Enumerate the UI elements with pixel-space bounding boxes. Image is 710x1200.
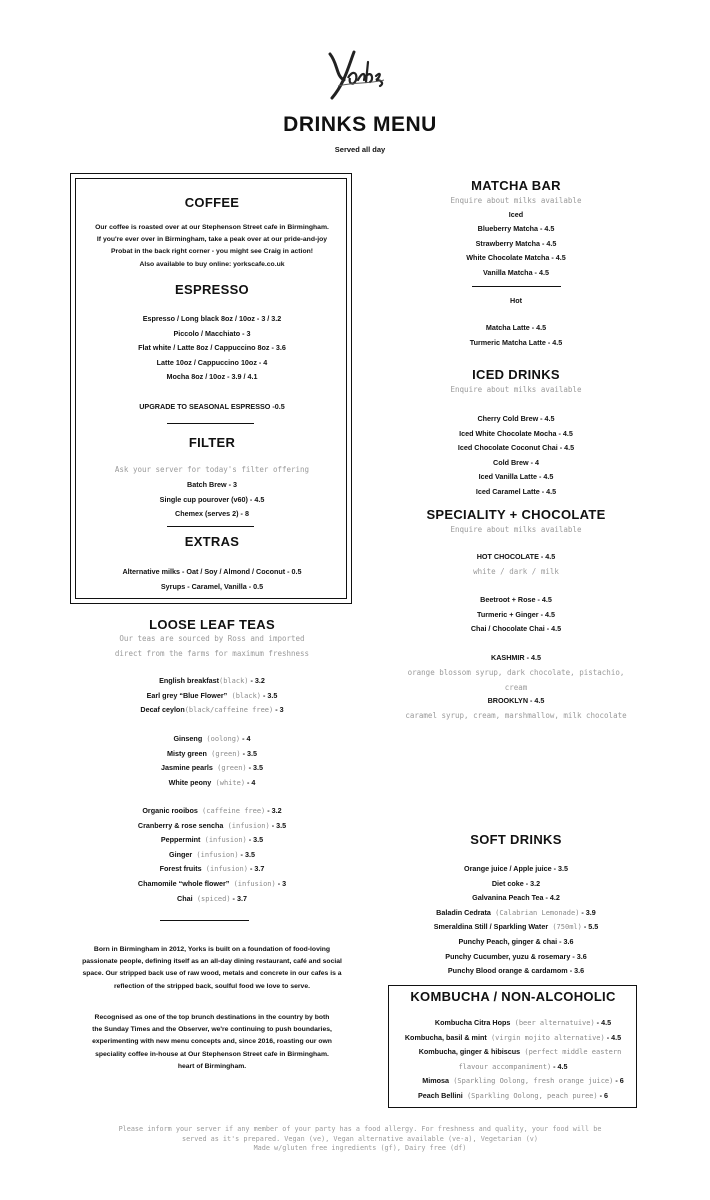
menu-item: Beetroot + Rose - 4.5	[480, 595, 552, 604]
menu-item: Chai (spiced) - 3.7	[177, 893, 247, 903]
soft-drinks-list	[380, 862, 652, 979]
divider	[167, 526, 254, 527]
menu-item: Earl grey “Blue Flower” (black) - 3.5	[146, 690, 278, 700]
matcha-heading: MATCHA BAR	[471, 178, 561, 193]
iced-drinks-heading: ICED DRINKS	[472, 367, 560, 382]
matcha-hot-label: Hot	[510, 296, 522, 305]
menu-item: White peony (white) - 4	[168, 777, 256, 787]
about-paragraph-2: Recognised as one of the top brunch destinations in the country by both the Sunday Times and the Observer, we're continuing to push boundaries, experimenting with new menu concepts and, since 2016, roasting our own speciality coffee in-house at Our Stephenson Street cafe in Birmingham. heart of Birmingham.	[92, 1014, 332, 1070]
yorks-logo	[318, 50, 398, 102]
espresso-upgrade: UPGRADE TO SEASONAL ESPRESSO -0.5	[139, 402, 285, 411]
menu-item: Iced Caramel Latte - 4.5	[475, 486, 557, 496]
about-paragraph-1: Born in Birmingham in 2012, Yorks is built on a foundation of food-loving passionate people, defining itself as an all-day dining restaurant, café and social space. Our stripped back use of raw wood, metals and concrete in our cafes is a reflection of the stripped back, soulful food we love to serve.	[82, 946, 342, 990]
menu-item: Kombucha, basil & mint (virgin mojito alternative) - 4.5	[404, 1032, 622, 1042]
menu-item: Cranberry & rose sencha (infusion) - 3.5	[137, 820, 287, 830]
menu-item: Matcha Latte - 4.5	[485, 323, 547, 332]
menu-item: Peach Bellini (Sparkling Oolong, peach puree) - 6	[418, 1090, 608, 1100]
menu-item: Decaf ceylon(black/caffeine free) - 3	[140, 705, 284, 715]
menu-item: Latte 10oz / Cappuccino 10oz - 4	[156, 357, 268, 367]
menu-item: Vanilla Matcha - 4.5	[483, 267, 549, 277]
espresso-heading: ESPRESSO	[175, 282, 249, 297]
menu-item: Alternative milks - Oat / Soy / Almond / Coconut - 0.5	[122, 567, 302, 576]
espresso-list	[72, 312, 352, 385]
divider	[472, 286, 561, 287]
filter-note: Ask your server for today's filter offering	[114, 465, 310, 474]
iced-drinks-note: Enquire about milks available	[450, 385, 582, 394]
menu-item: Chemex (serves 2) - 8	[175, 509, 249, 519]
kombucha-list	[388, 1016, 638, 1104]
menu-item: HOT CHOCOLATE - 4.5	[476, 552, 556, 561]
speciality-heading: SPECIALITY + CHOCOLATE	[426, 507, 606, 522]
menu-item: Flat white / Latte 8oz / Cappuccino 8oz - 3.6	[138, 343, 286, 353]
menu-item: Forest fruits (infusion) - 3.7	[159, 864, 265, 874]
menu-item: Strawberry Matcha - 4.5	[475, 238, 557, 248]
menu-item: White Chocolate Matcha - 4.5	[466, 253, 566, 263]
matcha-hot-list	[380, 321, 652, 350]
menu-item: Piccolo / Macchiato - 3	[173, 328, 251, 338]
menu-item: Punchy Cucumber, yuzu & rosemary - 3.6	[445, 951, 587, 961]
coffee-heading: COFFEE	[184, 195, 240, 210]
filter-list	[72, 478, 352, 522]
menu-item: Jasmine pearls (green) - 3.5	[160, 763, 264, 773]
menu-item: Espresso / Long black 8oz / 10oz - 3 / 3.2	[142, 314, 282, 323]
menu-item: Misty green (green) - 3.5	[166, 748, 258, 758]
teas-heading: LOOSE LEAF TEAS	[149, 617, 275, 632]
brooklyn-note: caramel syrup, cream, marshmallow, milk chocolate	[405, 711, 627, 720]
speciality-note: Enquire about milks available	[450, 525, 582, 534]
extras-heading: EXTRAS	[184, 534, 240, 549]
iced-drinks-list	[380, 412, 652, 500]
menu-item: Iced Vanilla Latte - 4.5	[478, 472, 554, 482]
soft-drinks-heading: SOFT DRINKS	[470, 832, 562, 847]
kombucha-heading: KOMBUCHA / NON-ALCOHOLIC	[410, 989, 616, 1004]
hot-chocolate-note: white / dark / milk	[473, 567, 559, 576]
menu-item: Punchy Blood orange & cardamom - 3.6	[447, 966, 585, 976]
menu-item: Turmeric Matcha Latte - 4.5	[469, 337, 563, 347]
menu-item: Syrups - Caramel, Vanilla - 0.5	[160, 581, 264, 591]
menu-item: Organic rooibos (caffeine free) - 3.2	[142, 806, 282, 815]
menu-item: Mimosa (Sparkling Oolong, fresh orange juice) - 6	[422, 1076, 624, 1086]
menu-item: Iced Chocolate Coconut Chai - 4.5	[457, 443, 575, 453]
tea-group-3	[72, 804, 352, 906]
menu-item: Ginseng (oolong) - 4	[173, 734, 251, 743]
menu-item: flavour accompaniment) - 4.5	[458, 1061, 568, 1071]
menu-item: BROOKLYN - 4.5	[487, 696, 545, 705]
matcha-iced-list	[380, 222, 652, 280]
menu-item: Chai / Chocolate Chai - 4.5	[470, 624, 562, 634]
menu-item: Diet coke - 3.2	[491, 878, 541, 888]
kashmir-note: orange blossom syrup, dark chocolate, pistachio, cream	[407, 668, 625, 692]
menu-item: Ginger (infusion) - 3.5	[169, 849, 255, 859]
matcha-iced-label: Iced	[508, 210, 524, 219]
menu-item: Cold Brew - 4	[493, 457, 539, 467]
page-title: DRINKS MENU	[283, 113, 437, 136]
menu-item: Baladin Cedrata (Calabrian Lemonade) - 3.9	[436, 907, 596, 917]
menu-item: English breakfast(black) - 3.2	[159, 676, 265, 685]
matcha-note: Enquire about milks available	[450, 196, 582, 205]
allergy-footer: Please inform your server if any member of your party has a food allergy. For freshness and quality, your food will be served as it's prepared. Vegan (ve), Vegan alternative available (ve-a), Vegetarian (v) Made w/gluten free ingredients (gf), Dairy free (df)	[118, 1125, 602, 1153]
menu-item: Chamomile “whole flower” (infusion) - 3	[137, 878, 287, 888]
page-subtitle: Served all day	[334, 145, 386, 154]
menu-item: Kombucha, ginger & hibiscus (perfect middle eastern	[418, 1047, 622, 1057]
menu-item: Cherry Cold Brew - 4.5	[477, 414, 555, 423]
menu-item: Mocha 8oz / 10oz - 3.9 / 4.1	[166, 372, 258, 382]
menu-item: Turmeric + Ginger - 4.5	[477, 609, 555, 619]
menu-item: Peppermint (infusion) - 3.5	[160, 835, 264, 845]
menu-item: Single cup pourover (v60) - 4.5	[159, 494, 265, 504]
filter-heading: FILTER	[188, 435, 236, 450]
tea-group-2	[72, 732, 352, 790]
tea-group-1	[72, 674, 352, 718]
coffee-intro: Our coffee is roasted over at our Stephenson Street cafe in Birmingham. If you're ever over in Birmingham, take a peak over at our pride-and-joy Probat in the back right corner - you might see Craig in action! Also available to buy online: yorkscafe.co.uk	[95, 224, 329, 268]
menu-item: Iced White Chocolate Mocha - 4.5	[459, 428, 573, 438]
teas-note: Our teas are sourced by Ross and imported direct from the farms for maximum freshness	[114, 634, 310, 658]
menu-item: KASHMIR - 4.5	[491, 653, 541, 662]
divider	[167, 423, 254, 424]
speciality-list	[380, 593, 652, 637]
menu-item: Blueberry Matcha - 4.5	[477, 224, 555, 233]
divider	[160, 920, 249, 921]
menu-item: Punchy Peach, ginger & chai - 3.6	[458, 936, 574, 946]
extras-list	[72, 565, 352, 594]
menu-item: Smeraldina Still / Sparkling Water (750ml) - 5.5	[433, 922, 599, 932]
menu-item: Galvanina Peach Tea - 4.2	[472, 893, 560, 903]
menu-item: Kombucha Citra Hops (beer alternatuive) - 4.5	[434, 1018, 612, 1027]
menu-item: Orange juice / Apple juice - 3.5	[464, 864, 568, 873]
menu-item: Batch Brew - 3	[187, 480, 237, 489]
